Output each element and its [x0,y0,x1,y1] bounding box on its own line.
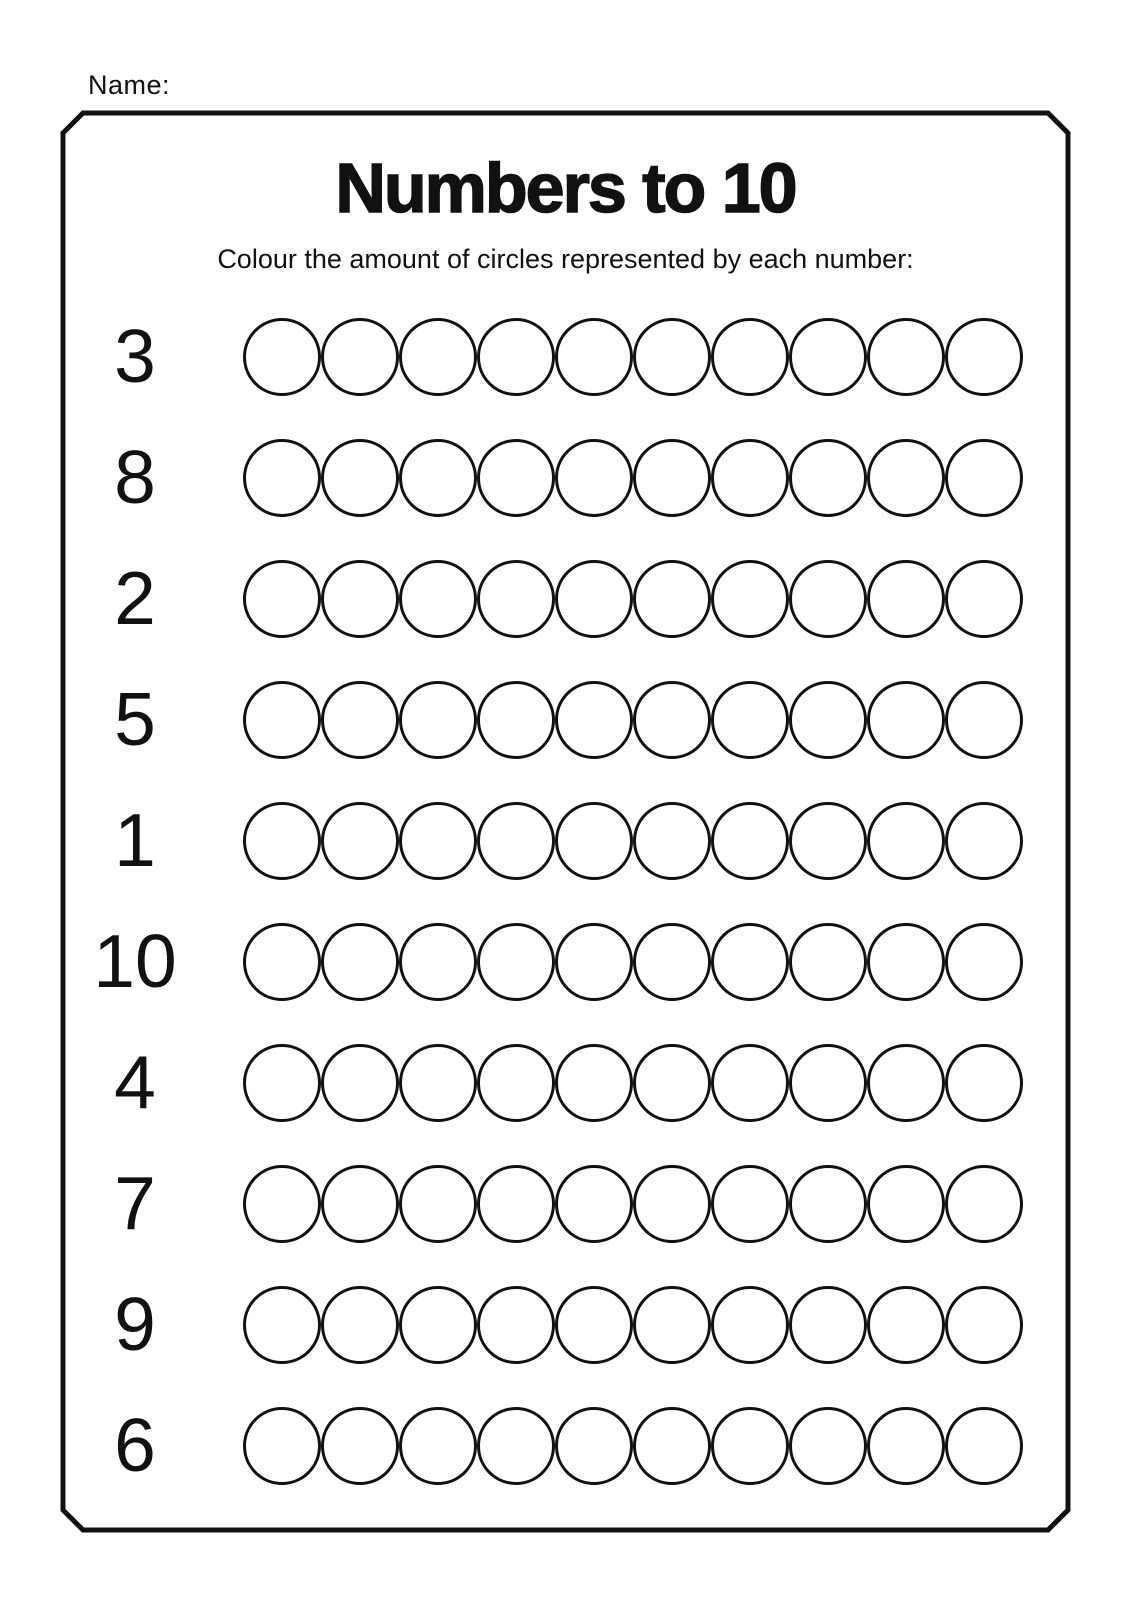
colour-circle[interactable] [633,1286,711,1364]
colour-circle[interactable] [399,439,477,517]
rows [63,296,1068,1506]
colour-circle[interactable] [945,923,1023,1001]
colour-circle[interactable] [711,681,789,759]
colour-circle[interactable] [477,1286,555,1364]
colour-circle[interactable] [243,318,321,396]
worksheet-row [63,538,1068,659]
instruction-text: Colour the amount of circles represented by each number: [217,244,914,274]
colour-circle[interactable] [555,439,633,517]
colour-circle[interactable] [867,923,945,1001]
colour-circle[interactable] [399,318,477,396]
colour-circle[interactable] [867,681,945,759]
colour-circle[interactable] [633,318,711,396]
colour-circle[interactable] [789,439,867,517]
worksheet-row [63,296,1068,417]
worksheet-row [63,1022,1068,1143]
colour-circle[interactable] [789,1165,867,1243]
colour-circle[interactable] [243,923,321,1001]
colour-circle[interactable] [945,1165,1023,1243]
colour-circle[interactable] [555,923,633,1001]
colour-circle[interactable] [243,1165,321,1243]
colour-circle[interactable] [477,318,555,396]
colour-circle[interactable] [321,1407,399,1485]
colour-circle[interactable] [243,802,321,880]
colour-circle[interactable] [477,560,555,638]
colour-circle[interactable] [399,560,477,638]
colour-circle[interactable] [399,1286,477,1364]
colour-circle[interactable] [399,1165,477,1243]
colour-circle[interactable] [945,802,1023,880]
colour-circle[interactable] [789,1044,867,1122]
colour-circle[interactable] [321,439,399,517]
colour-circle[interactable] [321,1286,399,1364]
colour-circle[interactable] [867,1044,945,1122]
colour-circle[interactable] [321,802,399,880]
colour-circle[interactable] [243,1407,321,1485]
colour-circle[interactable] [399,681,477,759]
page-title: Numbers to 10 [335,149,796,227]
colour-circle[interactable] [399,802,477,880]
colour-circle[interactable] [633,923,711,1001]
colour-circle[interactable] [789,1407,867,1485]
worksheet-row [63,901,1068,1022]
row-number-label: 5 [114,677,156,761]
colour-circle[interactable] [711,923,789,1001]
colour-circle[interactable] [711,1165,789,1243]
colour-circle[interactable] [555,1407,633,1485]
colour-circle[interactable] [399,1044,477,1122]
colour-circle[interactable] [477,1407,555,1485]
colour-circle[interactable] [243,681,321,759]
colour-circle[interactable] [633,681,711,759]
colour-circle[interactable] [867,318,945,396]
colour-circle[interactable] [945,560,1023,638]
colour-circle[interactable] [867,1286,945,1364]
colour-circle[interactable] [321,681,399,759]
colour-circle[interactable] [867,439,945,517]
colour-circle[interactable] [243,560,321,638]
colour-circle[interactable] [633,802,711,880]
row-number-label: 8 [114,435,156,519]
colour-circle[interactable] [477,1165,555,1243]
colour-circle[interactable] [321,1165,399,1243]
colour-circle[interactable] [633,439,711,517]
colour-circle[interactable] [555,318,633,396]
row-number-label: 2 [114,556,156,640]
colour-circle[interactable] [711,1044,789,1122]
colour-circle[interactable] [789,318,867,396]
colour-circle[interactable] [399,923,477,1001]
colour-circle[interactable] [789,681,867,759]
colour-circle[interactable] [243,1286,321,1364]
colour-circle[interactable] [789,802,867,880]
colour-circle[interactable] [945,1286,1023,1364]
colour-circle[interactable] [633,560,711,638]
colour-circle[interactable] [555,802,633,880]
colour-circle[interactable] [945,318,1023,396]
colour-circle[interactable] [477,681,555,759]
row-number-label: 6 [114,1403,156,1487]
row-number-label: 1 [114,798,156,882]
colour-circle[interactable] [477,439,555,517]
colour-circle[interactable] [477,802,555,880]
colour-circle[interactable] [477,923,555,1001]
colour-circle[interactable] [711,439,789,517]
colour-circle[interactable] [633,1044,711,1122]
row-number-label: 3 [114,314,156,398]
worksheet-row [63,417,1068,538]
worksheet-row [63,1264,1068,1385]
colour-circle[interactable] [555,1286,633,1364]
row-number-label: 4 [114,1040,156,1124]
colour-circle[interactable] [555,1044,633,1122]
colour-circle[interactable] [555,681,633,759]
colour-circle[interactable] [867,560,945,638]
colour-circle[interactable] [711,318,789,396]
colour-circle[interactable] [711,1407,789,1485]
colour-circle[interactable] [789,560,867,638]
colour-circle[interactable] [867,802,945,880]
colour-circle[interactable] [321,923,399,1001]
colour-circle[interactable] [555,1165,633,1243]
row-number-label: 7 [114,1161,156,1245]
colour-circle[interactable] [321,318,399,396]
colour-circle[interactable] [321,1044,399,1122]
row-number-label: 9 [114,1282,156,1366]
colour-circle[interactable] [399,1407,477,1485]
colour-circle[interactable] [711,560,789,638]
row-number-label: 10 [93,919,177,1003]
colour-circle[interactable] [867,1165,945,1243]
colour-circle[interactable] [945,681,1023,759]
colour-circle[interactable] [711,1286,789,1364]
colour-circle[interactable] [477,1044,555,1122]
colour-circle[interactable] [945,1044,1023,1122]
colour-circle[interactable] [945,1407,1023,1485]
worksheet-row [63,780,1068,901]
worksheet-row [63,1143,1068,1264]
colour-circle[interactable] [711,802,789,880]
colour-circle[interactable] [243,1044,321,1122]
worksheet-row [63,659,1068,780]
name-label: Name: [88,70,171,100]
worksheet-row [63,1385,1068,1506]
colour-circle[interactable] [555,560,633,638]
colour-circle[interactable] [633,1407,711,1485]
colour-circle[interactable] [789,923,867,1001]
colour-circle[interactable] [633,1165,711,1243]
colour-circle[interactable] [789,1286,867,1364]
colour-circle[interactable] [321,560,399,638]
colour-circle[interactable] [867,1407,945,1485]
colour-circle[interactable] [945,439,1023,517]
colour-circle[interactable] [243,439,321,517]
